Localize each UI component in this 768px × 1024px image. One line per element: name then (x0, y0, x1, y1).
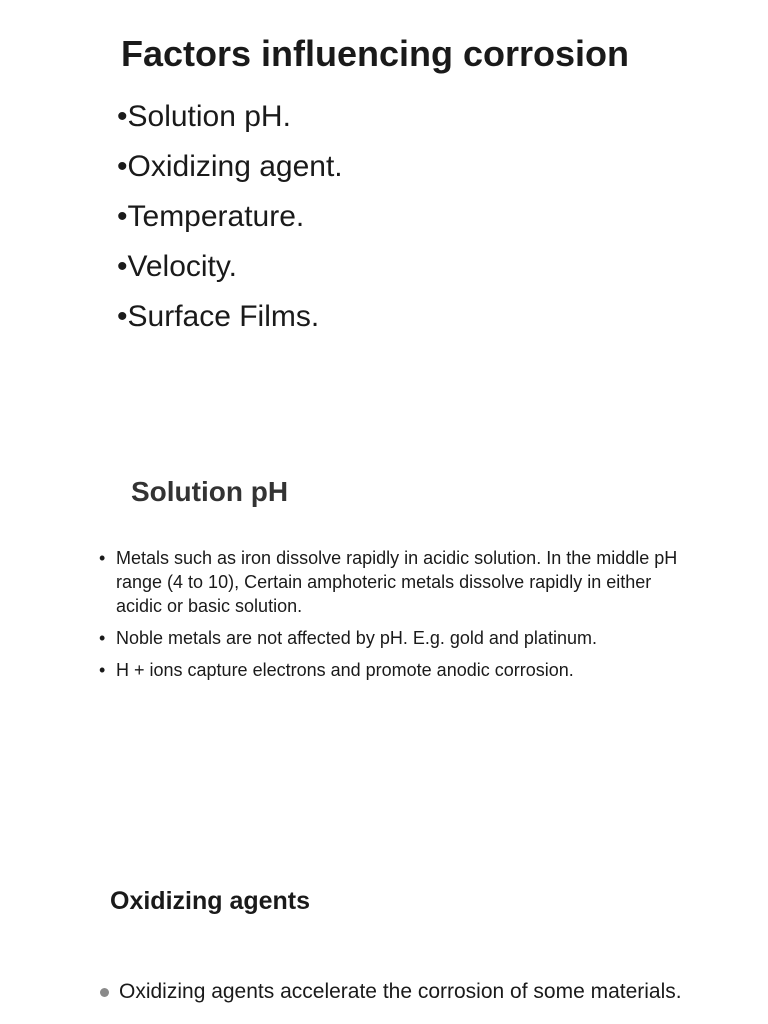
slide3-bullet-list (100, 978, 710, 1005)
list-item: •Oxidizing agent. (117, 150, 343, 183)
list-item: •Velocity. (117, 250, 237, 283)
list-item: •Solution pH. (117, 100, 291, 133)
bullet-icon: • (99, 628, 106, 648)
slide2-bullet-list (99, 546, 699, 690)
bullet-dot-icon (100, 988, 109, 997)
list-item-text: H + ions capture electrons and promote anodic corrosion. (116, 660, 574, 680)
list-item (99, 546, 699, 618)
list-item: •Surface Films. (117, 300, 320, 333)
list-item-text: Noble metals are not affected by pH. E.g. gold and platinum. (116, 628, 597, 648)
bullet-icon: • (99, 548, 106, 568)
list-item (99, 626, 699, 650)
slide2-title: Solution pH (131, 476, 289, 507)
list-item: •Temperature. (117, 200, 305, 233)
list-item (99, 658, 699, 682)
bullet-icon: • (99, 660, 106, 680)
list-item (100, 978, 710, 1005)
slide3-title: Oxidizing agents (110, 887, 311, 915)
list-item-text: Oxidizing agents accelerate the corrosion of some materials. (119, 980, 682, 1003)
slide1-bullet-list (117, 92, 343, 342)
list-item-text: Metals such as iron dissolve rapidly in acidic solution. In the middle pH range (4 to 10), Certain amphoteric metals dissolve rapidly in either acidic or basic solution. (116, 548, 678, 616)
slide1-title: Factors influencing corrosion (120, 33, 630, 74)
